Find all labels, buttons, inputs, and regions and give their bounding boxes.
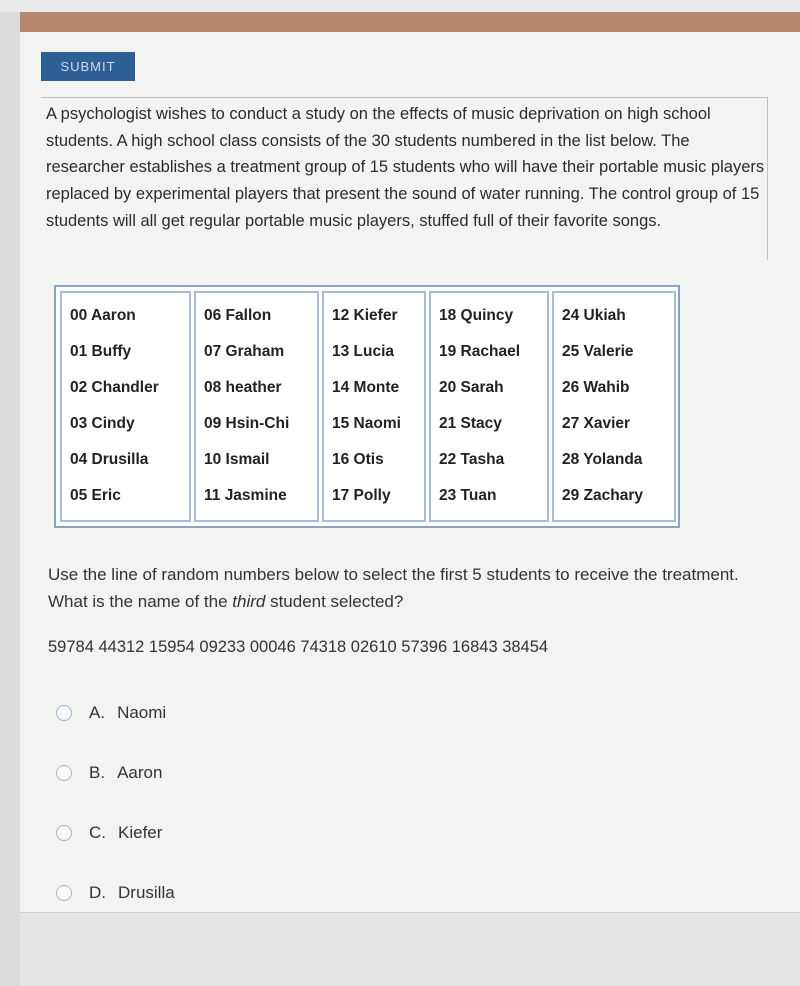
roster-cell: 21 Stacy xyxy=(439,415,502,432)
answer-option-b[interactable] xyxy=(56,761,162,785)
roster-cell: 29 Zachary xyxy=(562,487,643,504)
option-letter: C. xyxy=(89,823,106,842)
roster-cell: 05 Eric xyxy=(70,487,121,504)
footer-area xyxy=(20,912,800,986)
instruction-part: Use the line of random numbers below to select the first 5 students to receive the treatment. What is the name of the xyxy=(48,565,739,611)
answer-option-c[interactable] xyxy=(56,821,162,845)
top-strip xyxy=(0,0,800,12)
roster-column-2 xyxy=(194,291,319,522)
roster-column-4 xyxy=(429,291,549,522)
roster-cell: 17 Polly xyxy=(332,487,391,504)
roster-cell: 13 Lucia xyxy=(332,343,395,360)
radio-button-icon[interactable] xyxy=(56,825,72,841)
roster-cell: 00 Aaron xyxy=(70,307,136,324)
roster-cell: 02 Chandler xyxy=(70,379,159,396)
roster-cell: 14 Monte xyxy=(332,379,400,396)
option-text: Drusilla xyxy=(118,883,175,902)
student-roster-table xyxy=(54,285,680,528)
roster-cell: 22 Tasha xyxy=(439,451,505,468)
roster-cell: 08 heather xyxy=(204,379,282,396)
roster-cell: 28 Yolanda xyxy=(562,451,643,468)
roster-cell: 06 Fallon xyxy=(204,307,272,324)
roster-cell: 03 Cindy xyxy=(70,415,135,432)
roster-column-5 xyxy=(552,291,676,522)
instruction-text xyxy=(48,561,768,615)
roster-cell: 12 Kiefer xyxy=(332,307,398,324)
roster-cell: 10 Ismail xyxy=(204,451,270,468)
roster-cell: 23 Tuan xyxy=(439,487,497,504)
roster-cell: 09 Hsin-Chi xyxy=(204,415,290,432)
roster-cell: 27 Xavier xyxy=(562,415,631,432)
roster-cell: 24 Ukiah xyxy=(562,307,626,324)
roster-cell: 20 Sarah xyxy=(439,379,504,396)
roster-cell: 07 Graham xyxy=(204,343,285,360)
answer-option-d[interactable] xyxy=(56,881,175,905)
roster-cell: 04 Drusilla xyxy=(70,451,149,468)
random-number-line: 59784 44312 15954 09233 00046 74318 02610 57396 16843 38454 xyxy=(48,638,549,656)
submit-button[interactable]: SUBMIT xyxy=(41,52,135,81)
option-text: Naomi xyxy=(117,703,167,722)
instruction-emphasis: third xyxy=(232,592,266,611)
option-text: Kiefer xyxy=(118,823,163,842)
roster-cell: 26 Wahib xyxy=(562,379,630,396)
answer-option-a[interactable] xyxy=(56,701,166,725)
roster-cell: 16 Otis xyxy=(332,451,384,468)
radio-button-icon[interactable] xyxy=(56,705,72,721)
option-letter: A. xyxy=(89,703,106,722)
option-letter: B. xyxy=(89,763,106,782)
roster-cell: 01 Buffy xyxy=(70,343,132,360)
roster-column-3 xyxy=(322,291,426,522)
roster-column-1 xyxy=(60,291,191,522)
radio-button-icon[interactable] xyxy=(56,885,72,901)
header-accent-bar xyxy=(20,12,800,32)
roster-cell: 18 Quincy xyxy=(439,307,514,324)
roster-cell: 25 Valerie xyxy=(562,343,634,360)
question-text: A psychologist wishes to conduct a study on the effects of music deprivation on high school students. A high school class consists of the 30 students numbered in the list below. The researcher establishes a treatment group of 15 students who will have their portable music players replaced by experimental players that present the sound of water running. The control group of 15 students will all get regular portable music players, stuffed full of their favorite songs. xyxy=(46,105,765,230)
option-letter: D. xyxy=(89,883,106,902)
radio-button-icon[interactable] xyxy=(56,765,72,781)
roster-cell: 19 Rachael xyxy=(439,343,520,360)
instruction-part: student selected? xyxy=(265,592,404,611)
roster-cell: 15 Naomi xyxy=(332,415,401,432)
option-text: Aaron xyxy=(117,763,163,782)
roster-cell: 11 Jasmine xyxy=(204,487,287,504)
